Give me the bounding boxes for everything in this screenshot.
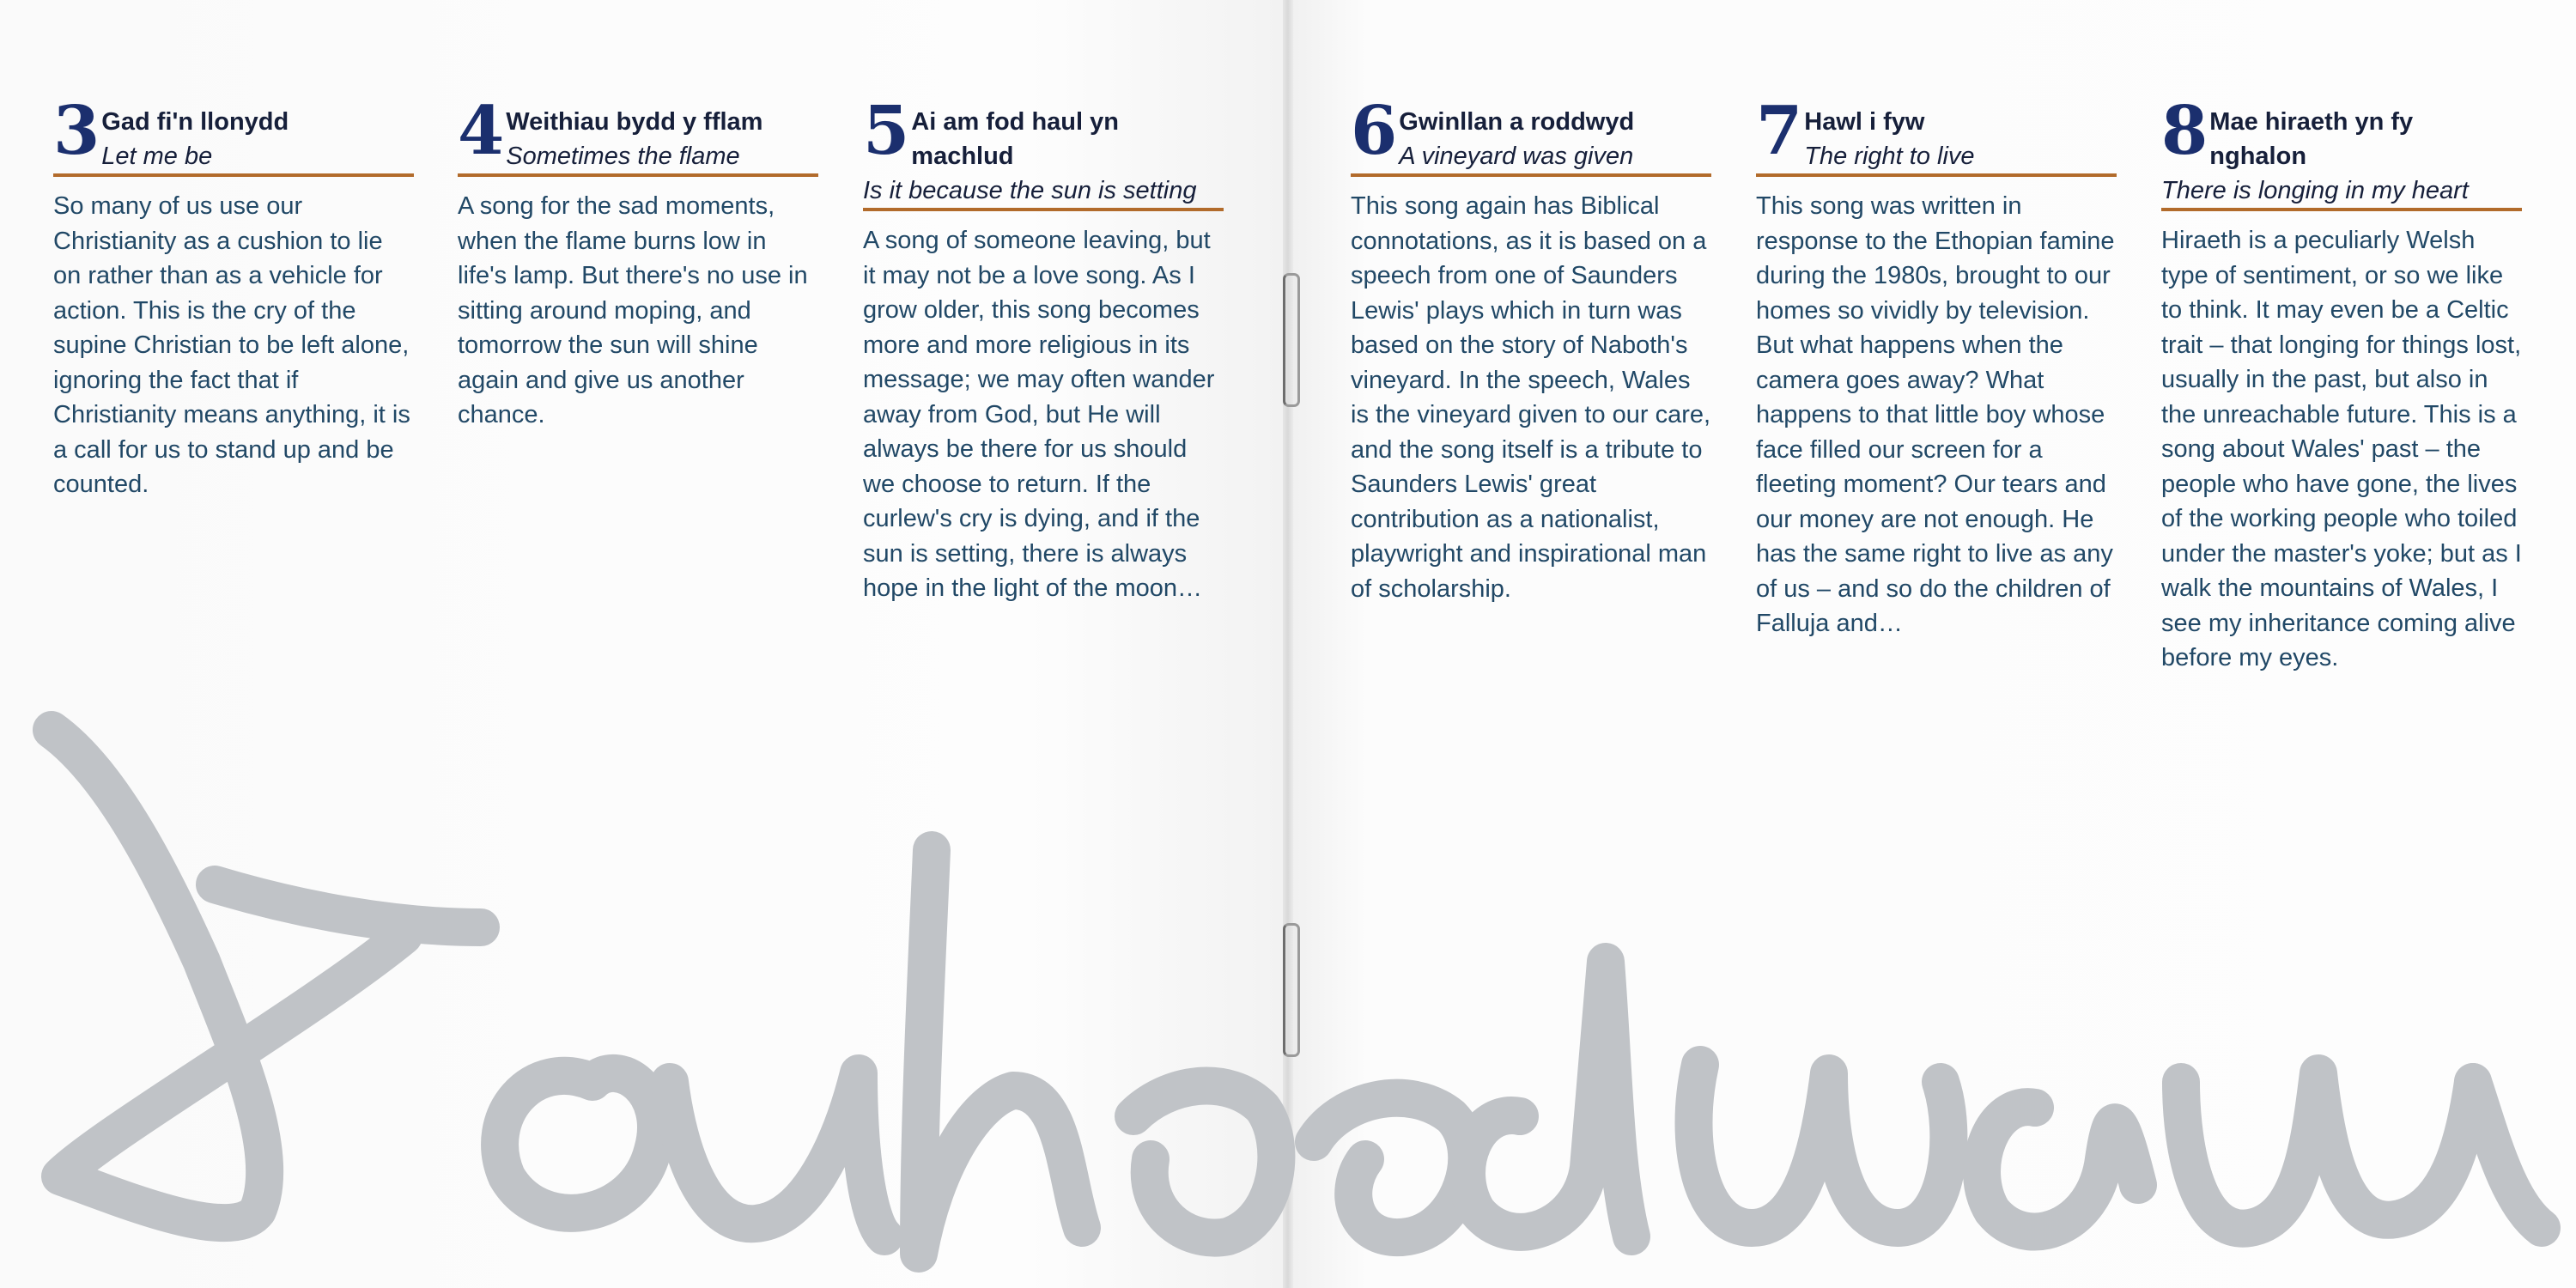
song-titles — [1804, 101, 1974, 173]
song-description: Hiraeth is a peculiarly Welsh type of sentiment, or so we like to think. It may even be a Celtic trait – that longing for things lost, usually in the past, but also in the unreachable future. This is a song about Wales' past – the people who have gone, the lives of the working people who toiled under the master's yoke; but as I walk the mountains of Wales, I see my inheritance coming alive before my eyes. — [2161, 227, 2522, 671]
song-titles — [911, 101, 1169, 173]
song-welsh-title: Ai am fod haul yn machlud — [911, 108, 1119, 170]
title-rule — [1756, 173, 2117, 177]
song-english-title: Sometimes the flame — [506, 143, 740, 170]
song-description: So many of us use our Christianity as a cushion to lie on rather than as a vehicle for action. This is the cry of the supine Christian to be left alone, ignoring the fact that if Christianity means anything, it is a call for us to stand up and be counted. — [53, 192, 410, 498]
song-description: This song was written in response to the Ethopian famine during the 1980s, brought to our homes so vividly by television. But what happens when the camera goes away? What happens to that little boy whose face filled our screen for a fleeting moment? Our tears and our money are not enough. He has the same right to live as any of us – and so do the children of Falluja and… — [1756, 192, 2115, 637]
song-welsh-title: Weithiau bydd y fflam — [506, 108, 763, 136]
booklet-spine — [1283, 0, 1293, 1288]
title-rule — [1351, 173, 1711, 177]
song-description: A song of someone leaving, but it may not be a love song. As I grow older, this song becomes more and more religious in its message; we may often wander away from God, but He will always be there for us should we choose to return. If the curlew's cry is dying, and if the sun is setting, there is always hope in the light of the moon… — [863, 227, 1215, 602]
song-heading — [458, 92, 818, 173]
song-welsh-title: Gad fi'n llonydd — [101, 108, 289, 136]
song-welsh-title: Gwinllan a roddwyd — [1399, 108, 1635, 136]
song-heading — [863, 92, 1224, 173]
song-english-title: There is longing in my heart — [2161, 177, 2469, 204]
song-titles — [506, 101, 762, 173]
song-8 — [2161, 92, 2522, 676]
song-number: 5 — [863, 92, 908, 170]
song-heading — [1756, 92, 2117, 173]
title-rule — [53, 173, 414, 177]
song-number: 8 — [2161, 92, 2207, 170]
song-heading — [2161, 92, 2522, 173]
staple-top — [1283, 273, 1300, 407]
song-welsh-title: Hawl i fyw — [1804, 108, 1925, 136]
song-titles — [101, 101, 289, 173]
song-4 — [458, 92, 818, 433]
song-titles — [2209, 101, 2433, 173]
song-english-title: The right to live — [1804, 143, 1975, 170]
song-number: 4 — [458, 92, 503, 170]
song-heading — [1351, 92, 1711, 173]
song-number: 7 — [1756, 92, 1801, 170]
staple-bottom — [1283, 923, 1300, 1057]
song-6 — [1351, 92, 1711, 606]
song-english-title: A vineyard was given — [1399, 143, 1634, 170]
song-number: 6 — [1351, 92, 1396, 170]
song-welsh-title: Mae hiraeth yn fy nghalon — [2209, 108, 2414, 170]
title-rule — [863, 208, 1224, 211]
song-5 — [863, 92, 1224, 606]
song-english-title: Is it because the sun is setting — [863, 177, 1197, 204]
song-english-title: Let me be — [101, 143, 213, 170]
song-3 — [53, 92, 414, 502]
title-rule — [2161, 208, 2522, 211]
song-titles — [1399, 101, 1634, 173]
song-7 — [1756, 92, 2117, 641]
song-heading — [53, 92, 414, 173]
song-description: A song for the sad moments, when the flame burns low in life's lamp. But there's no use in sitting around moping, and tomorrow the sun will shine again and give us another chance. — [458, 192, 808, 428]
song-description: This song again has Biblical connotations, as it is based on a speech from one of Saunders Lewis' plays which in turn was based on the story of Naboth's vineyard. In the speech, Wales is the vineyard given to our care, and the song itself is a tribute to Saunders Lewis' great contribution as a nationalist, playwright and inspirational man of scholarship. — [1351, 192, 1711, 603]
song-number: 3 — [53, 92, 99, 170]
title-rule — [458, 173, 818, 177]
